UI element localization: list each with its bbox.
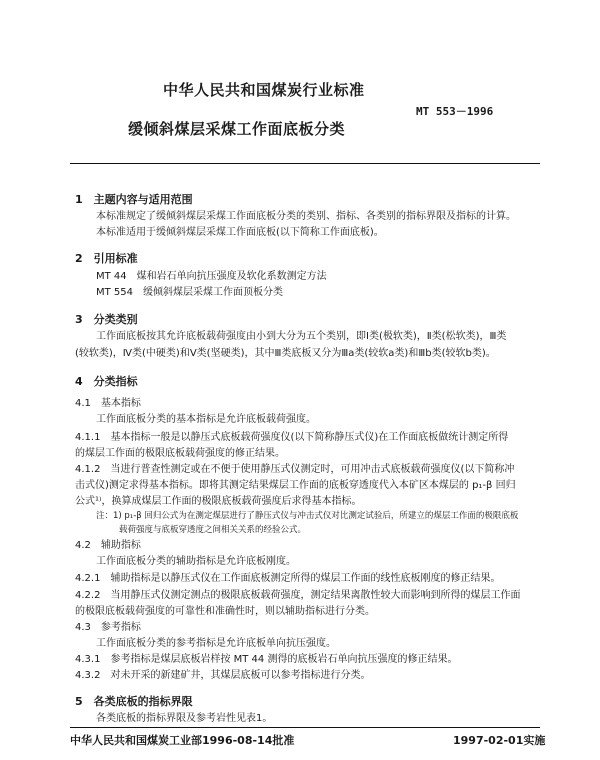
section-1-heading: 1 主题内容与适用范围 bbox=[75, 193, 193, 206]
section-4-3-heading: 4.3 参考指标 bbox=[75, 622, 141, 633]
section-4-1-1-line-2: 的煤层工作面的极限底板载荷强度的修正结果。 bbox=[75, 448, 285, 459]
section-2-heading: 2 引用标准 bbox=[75, 252, 138, 265]
section-3-heading: 3 分类类别 bbox=[75, 313, 138, 326]
section-4-3-2: 4.3.2 对未开采的新建矿井，其煤层底板可以参考指标进行分类。 bbox=[75, 670, 371, 681]
section-4-2-text: 工作面底板分类的辅助指标是允许底板刚度。 bbox=[96, 556, 296, 567]
reference-mt554: MT 554 缓倾斜煤层采煤工作面顶板分类 bbox=[96, 287, 284, 298]
section-1-para-2: 本标准适用于缓倾斜煤层采煤工作面底板(以下简称工作面底板)。 bbox=[96, 227, 384, 238]
section-4-3-1: 4.3.1 参考指标是煤层底板岩样按 MT 44 测得的底板岩石单向抗压强度的修正结果。 bbox=[75, 654, 458, 665]
section-4-1-2-line-3: 公式¹⁾，换算成煤层工作面的极限底板载荷强度后求得基本指标。 bbox=[75, 496, 362, 507]
section-4-heading: 4 分类指标 bbox=[75, 375, 138, 388]
footnote-line-1: 注：1) p₁-β 回归公式为在测定煤层进行了静压式仪与冲击式仪对比测定试验后，所建立的煤层工作面的极限底板 bbox=[96, 511, 519, 521]
section-1-para-1: 本标准规定了缓倾斜煤层采煤工作面底板分类的类别、指标、各类别的指标界限及指标的计算。 bbox=[96, 211, 516, 222]
section-3-line-1: 工作面底板按其允许底板载荷强度由小到大分为五个类别，即Ⅰ类(极软类)，Ⅱ类(松软类)，Ⅲ类 bbox=[96, 331, 507, 342]
section-3-line-2: (较软类)，Ⅳ类(中硬类)和Ⅴ类(坚硬类)，其中Ⅲ类底板又分为Ⅲa类(较软a类)和Ⅲb类(较软b类)。 bbox=[75, 348, 496, 359]
reference-mt44: MT 44 煤和岩石单向抗压强度及软化系数测定方法 bbox=[96, 271, 327, 282]
section-4-2-1: 4.2.1 辅助指标是以静压式仪在工作面底板测定所得的煤层工作面的线性底板刚度的修正结果。 bbox=[75, 573, 501, 584]
approval-note: 中华人民共和国煤炭工业部1996-08-14批准 bbox=[70, 734, 295, 747]
header-rule bbox=[70, 163, 540, 164]
footnote-line-2: 载荷强度与底板穿透度之间相关关系的经验公式。 bbox=[119, 525, 307, 535]
section-4-1-heading: 4.1 基本指标 bbox=[75, 398, 141, 409]
section-4-2-heading: 4.2 辅助指标 bbox=[75, 540, 141, 551]
issuer-title: 中华人民共和国煤炭行业标准 bbox=[163, 81, 365, 99]
page-title: 缓倾斜煤层采煤工作面底板分类 bbox=[128, 120, 346, 138]
section-4-3-text: 工作面底板分类的参考指标是允许底板单向抗压强度。 bbox=[96, 638, 336, 649]
footer-rule bbox=[70, 727, 540, 728]
section-4-1-1-line-1: 4.1.1 基本指标一般是以静压式底板载荷强度仪(以下简称静压式仪)在工作面底板做统计测定所得 bbox=[75, 432, 509, 443]
section-5-text: 各类底板的指标界限及参考岩性见表1。 bbox=[96, 713, 273, 724]
section-5-heading: 5 各类底板的指标界限 bbox=[75, 695, 193, 708]
standard-number: MT 553－1996 bbox=[416, 105, 494, 118]
effective-date: 1997-02-01实施 bbox=[453, 734, 546, 747]
section-4-1-text: 工作面底板分类的基本指标是允许底板载荷强度。 bbox=[96, 414, 316, 425]
section-4-2-2-line-2: 的极限底板载荷强度的可靠性和准确性时，则以辅助指标进行分类。 bbox=[75, 606, 375, 617]
section-4-1-2-line-1: 4.1.2 当进行普查性测定或在不便于使用静压式仪测定时，可用冲击式底板载荷强度仪(以下简称冲 bbox=[75, 464, 515, 475]
section-4-1-2-line-2: 击式仪)测定求得基本指标。即将其测定结果煤层工作面的底板穿透度代入本矿区本煤层的 p₁-β 回归 bbox=[75, 480, 516, 491]
section-4-2-2-line-1: 4.2.2 当用静压式仪测定测点的极限底板载荷强度，测定结果离散性较大而影响到所得的煤层工作面 bbox=[75, 590, 521, 601]
